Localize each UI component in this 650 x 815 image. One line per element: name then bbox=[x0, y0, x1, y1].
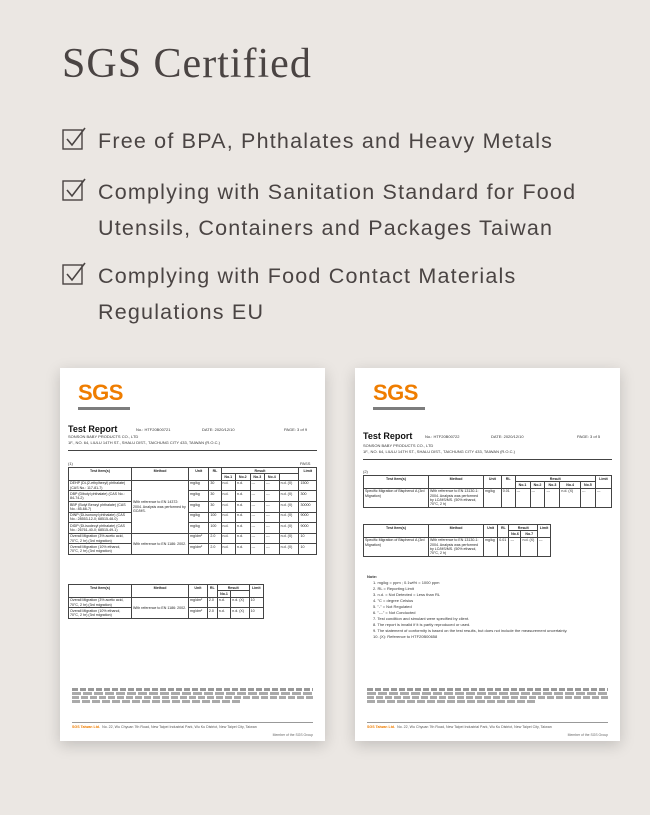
test-report-document bbox=[355, 368, 620, 741]
report-title: Test Report bbox=[363, 431, 413, 441]
claim-text: Complying with Food Contact Materials bbox=[98, 264, 517, 288]
note-item: 10. (X): Reference to HTF20B00658 bbox=[373, 634, 438, 639]
report-number: No.: HTF20B00722 bbox=[425, 434, 460, 439]
table-row: DINP (Di-isononyl phthalate) (CAS No.: 28553-12-0; 68515-48-0) mg/kg 100 n.d. n.d. --- --- n.d. (X) 9000 bbox=[69, 512, 317, 523]
claim-item bbox=[62, 258, 632, 330]
test-report-document bbox=[60, 368, 325, 741]
report-page: PAGE: 3 of 5 bbox=[577, 434, 601, 439]
table-row: BBP (Butyl Benzyl phthalate) (CAS No.: 85-68-7) mg/kg 30 n.d. n.d. --- --- n.d. (X) 30000 bbox=[69, 501, 317, 512]
claim-text: Complying with Sanitation Standard for Food bbox=[98, 180, 577, 204]
section-label: (2) bbox=[363, 469, 368, 474]
report-page: PAGE: 3 of 9 bbox=[284, 427, 308, 432]
sgs-logo: SGS bbox=[78, 380, 130, 410]
results-table-2: Test Item(s) Method Unit RL Result Limit No.6 No.7 Specific Migration of Bisphenol A (3rd Migration) With reference to EN 13130-1: 2004. Analysis was performed by LC/MS/MS. (50% ethanol, 70°C, 2 h) mg/kg 0.01 --- n.d. (X) --- bbox=[363, 524, 551, 557]
checkbox-checked-icon bbox=[62, 178, 86, 202]
note-item: 3. n.d. = Not Detected = Less than RL bbox=[373, 592, 441, 597]
results-table: Test Item(s) Method Unit RL Result Limit No.1 No.2 No.3 No.4 No.5 Specific Migration of Bisphenol A (3rd Migration) With reference to EN 13130-1: 2004. Analysis was performed by LC/MS/MS. (50% ethanol, 70°C, 2 h) mg/kg 0.01 --- --- --- n.d. (X) --- --- bbox=[363, 475, 612, 508]
table-row: DBP (Dibutyl phthalate) (CAS No.: 84-74-2) mg/kg 30 n.d. n.d. --- --- n.d. (X) 300 bbox=[69, 491, 317, 502]
company-address: 1F., NO. 64, LIULU 14TH ST., SHALU DIST., TAICHUNG CITY 433, TAIWAN (R.O.C.) bbox=[68, 440, 220, 445]
note-item: 8. The report is invalid if it is partly reproduced or used. bbox=[373, 622, 471, 627]
report-number: No.: HTF20B00721 bbox=[136, 427, 171, 432]
report-date: DATE: 2020/12/10 bbox=[202, 427, 235, 432]
disclaimer-text bbox=[367, 688, 608, 703]
table-row: Overall Migration (10% ethanol, 70°C, 2 hr) (3rd migration) mg/dm² 2.0 n.d. n.d. (X) 10 bbox=[69, 608, 264, 619]
claim-text: Free of BPA, Phthalates and Heavy Metals bbox=[98, 129, 554, 153]
company-name: SONSON BABY PRODUCTS CO., LTD bbox=[68, 434, 139, 439]
claim-item bbox=[62, 174, 632, 246]
company-name: SONSON BABY PRODUCTS CO., LTD bbox=[363, 443, 434, 448]
table-row: Overall Migration (3% acetic acid, 70°C, 2 hr) (3rd migration) With reference to EN 1186: 2002. mg/dm² 2.0 n.d. n.d. (X) 10 bbox=[69, 597, 264, 608]
results-table-2: Test Item(s) Method Unit RL Result Limit No.1 Overall Migration (3% acetic acid, 70°C, 2 hr) (3rd migration) With reference to EN 1186: 2002. mg/dm² 2.0 n.d. n.d. (X) 10 Overall Migration (10% ethanol, 70°C, 2 hr) (3rd migration) mg/dm² 2.0 n.d. n.d. (X) 10 bbox=[68, 584, 264, 619]
report-title: Test Report bbox=[68, 424, 118, 434]
pass-label: PASS bbox=[300, 461, 311, 466]
note-item: 6. "---" = Not Conducted bbox=[373, 610, 416, 615]
member-text: Member of the SGS Group bbox=[567, 733, 608, 737]
section-label: (1) bbox=[68, 461, 73, 466]
report-footer: SGS Taiwan Ltd. No. 22, Wu Chyuan 7th Road, New Taipei Industrial Park, Wu Ku District, New Taipei City, Taiwan bbox=[367, 722, 608, 729]
results-table: Test Item(s) Method Unit RL Result Limit No.1 No.2 No.3 No.4 DEHP (Di-(2-ethylhexyl) phthalate) (CAS No.: 117-81-7) With reference to EN 14372: 2004. Analysis was performed by GC/MS. mg/kg 30 n.d. n.d. --- --- n.d. (X) 1500 DBP (Dibutyl phthalate) (CAS No.: 84-74-2) mg/kg 30 n.d. n.d. --- --- n.d. (X) 300 BBP (Butyl Benzyl phthalate) (CAS No.: 85-68-7) mg/kg 30 n.d. n.d. --- --- n.d. (X) 30000 DINP (Di-isononyl phthalate) (CAS No.: 28553-12-0; 68515-48-0) mg/kg 100 n.d. n.d. --- --- n.d. (X) 9000 DIDP (Di-isodecyl phthalate) (CAS No.: 26761-40-0; 68515-49-1) mg/kg 100 n.d. n.d. --- --- n.d. (X) 9000 Overall Migration (3% acetic acid, 70°C, 2 hr) (3rd migration) With reference to EN 1186: 2002. mg/dm² 2.0 n.d. n.d. --- --- n.d. (X) 10 Overall Migration (10% ethanol, 70°C, 2 hr) (3rd migration) mg/dm² 2.0 n.d. n.d. --- --- n.d. (X) 10 bbox=[68, 467, 317, 555]
table-row: DIDP (Di-isodecyl phthalate) (CAS No.: 26761-40-0; 68515-49-1) mg/kg 100 n.d. n.d. --- --- n.d. (X) 9000 bbox=[69, 523, 317, 534]
note-item: 4. °C = degree Celsius bbox=[373, 598, 414, 603]
table-row: Specific Migration of Bisphenol A (3rd Migration) With reference to EN 13130-1: 2004. Analysis was performed by LC/MS/MS. (50% ethanol, 70°C, 2 h) mg/kg 0.01 --- n.d. (X) --- bbox=[364, 537, 551, 556]
report-date: DATE: 2020/12/10 bbox=[491, 434, 524, 439]
note-item: 5. "-" = Not Regulated bbox=[373, 604, 412, 609]
checkbox-checked-icon bbox=[62, 127, 86, 151]
sgs-logo: SGS bbox=[373, 380, 425, 410]
page-title: SGS Certified bbox=[62, 41, 312, 87]
note-item: 1. mg/kg = ppm ; 0.1wt% = 1000 ppm bbox=[373, 580, 440, 585]
claim-text: Regulations EU bbox=[98, 300, 265, 324]
table-row: Overall Migration (3% acetic acid, 70°C, 2 hr) (3rd migration) With reference to EN 1186: 2002. mg/dm² 2.0 n.d. n.d. --- --- n.d. (X) 10 bbox=[69, 533, 317, 544]
member-text: Member of the SGS Group bbox=[272, 733, 313, 737]
notes-list: Note: 1. mg/kg = ppm ; 0.1wt% = 1000 ppm 2. RL = Reporting Limit 3. n.d. = Not Detected = Less than RL 4. °C = degree Celsius 5. "-" = Not Regulated 6. "---" = Not Conducted 7. Test condition and simulant were specified by client. 8. The report is invalid if it is partly reproduced or used. 9. The statement of conformity is based on the test results, but does not include the measurement uncertainty. 10. (X): Reference to HTF20B00658 bbox=[367, 574, 568, 639]
claim-text: Utensils, Containers and Packages Taiwan bbox=[98, 216, 554, 240]
table-row: Overall Migration (10% ethanol, 70°C, 2 hr) (3rd migration) mg/dm² 2.0 n.d. n.d. --- --- n.d. (X) 10 bbox=[69, 544, 317, 555]
note-item: 7. Test condition and simulant were specified by client. bbox=[373, 616, 470, 621]
checkbox-checked-icon bbox=[62, 262, 86, 286]
table-row: DEHP (Di-(2-ethylhexyl) phthalate) (CAS No.: 117-81-7) With reference to EN 14372: 2004. Analysis was performed by GC/MS. mg/kg 30 n.d. n.d. --- --- n.d. (X) 1500 bbox=[69, 480, 317, 491]
company-address: 1F., NO. 64, LIULU 14TH ST., SHALU DIST., TAICHUNG CITY 433, TAIWAN (R.O.C.) bbox=[363, 449, 515, 454]
note-item: 2. RL = Reporting Limit bbox=[373, 586, 414, 591]
claim-item bbox=[62, 123, 632, 159]
disclaimer-text bbox=[72, 688, 313, 703]
note-item: 9. The statement of conformity is based on the test results, but does not include the measurement uncertainty. bbox=[373, 628, 568, 633]
report-footer: SGS Taiwan Ltd. No. 22, Wu Chyuan 7th Road, New Taipei Industrial Park, Wu Ku District, New Taipei City, Taiwan bbox=[72, 722, 313, 729]
table-row: Specific Migration of Bisphenol A (3rd Migration) With reference to EN 13130-1: 2004. Analysis was performed by LC/MS/MS. (50% ethanol, 70°C, 2 h) mg/kg 0.01 --- --- --- n.d. (X) --- --- bbox=[364, 488, 612, 507]
